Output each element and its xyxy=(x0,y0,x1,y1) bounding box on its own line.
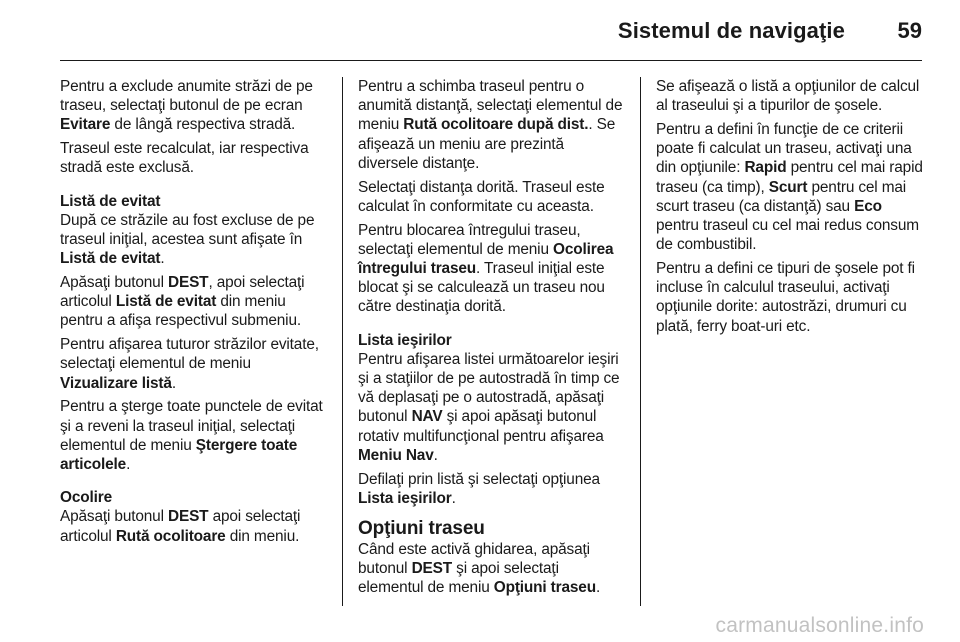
section-heading-lista-iesirilor: Lista ieşirilor xyxy=(358,331,452,349)
column-divider-1 xyxy=(342,77,343,606)
header-divider xyxy=(60,60,922,61)
paragraph: Se afişează o listă a opţiunilor de calcul al traseului şi a tipurilor de şosele. xyxy=(656,78,920,115)
paragraph: Traseul este recalculat, iar respectiva stradă este exclusă. xyxy=(60,140,309,177)
paragraph: Pentru afişarea tuturor străzilor evitate, selectaţi elementul de meniu Vizualizare listă. xyxy=(60,336,319,392)
section-heading-lista-de-evitat: Listă de evitat xyxy=(60,192,161,210)
paragraph: Pentru a exclude anumite străzi de pe traseu, selectaţi butonul de pe ecran Evitare de lângă respectiva stradă. xyxy=(60,78,313,134)
paragraph: Când este activă ghidarea, apăsaţi butonul DEST şi apoi selectaţi elementul de meniu Opţiuni traseu. xyxy=(358,541,601,597)
paragraph: Apăsaţi butonul DEST, apoi selectaţi articolul Listă de evitat din meniu pentru a afişa respectivul submeniu. xyxy=(60,274,305,330)
paragraph: După ce străzile au fost excluse de pe traseul iniţial, acestea sunt afişate în Listă de evitat. xyxy=(60,211,315,268)
paragraph: Pentru afişarea listei următoarelor ieşiri şi a staţiilor de pe autostradă în timp ce vă deplasaţi pe o autostradă, apăsaţi butonul NAV şi apoi apăsaţi butonul rotativ multifuncţional pentru afişarea Meniu Nav. xyxy=(358,350,620,464)
paragraph: Selectaţi distanţa dorită. Traseul este calculat în conformitate cu aceasta. xyxy=(358,178,605,215)
column-divider-2 xyxy=(640,77,641,606)
page-title: Sistemul de navigaţie xyxy=(617,18,845,43)
page-number: 59 xyxy=(897,18,922,43)
paragraph: Pentru a defini în funcţie de ce criterii poate fi calculat un traseu, activaţi una din opţiunile: Rapid pentru cel mai rapid traseu (ca timp), Scurt pentru cel mai scurt traseu (ca distanţă) sau Eco pentru traseul cu cel mai redus consum de combustibil. xyxy=(656,121,923,254)
section-heading-ocolire: Ocolire xyxy=(60,489,112,507)
section-heading-optiuni-traseu: Opţiuni traseu xyxy=(358,518,485,540)
paragraph: Pentru blocarea întregului traseu, selectaţi elementul de meniu Ocolirea întregului traseu. Traseul iniţial este blocat şi se calculează un traseu nou către destinaţia dorită. xyxy=(358,221,614,316)
paragraph: Pentru a schimba traseul pentru o anumită distanţă, selectaţi elementul de meniu Rută ocolitoare după dist.. Se afişează un meniu are prezintă diversele distanţe. xyxy=(358,78,623,172)
paragraph: Pentru a defini ce tipuri de şosele pot fi incluse în calculul traseului, activaţi opţiunile dorite: autostrăzi, drumuri cu plată, ferry boat-uri etc. xyxy=(656,260,915,335)
column-2 xyxy=(358,77,628,602)
column-1 xyxy=(60,77,332,550)
paragraph: Apăsaţi butonul DEST apoi selectaţi articolul Rută ocolitoare din meniu. xyxy=(60,508,301,545)
watermark: carmanualsonline.info xyxy=(715,614,924,637)
page-header xyxy=(0,0,960,62)
paragraph: Defilaţi prin listă şi selectaţi opţiunea Lista ieşirilor. xyxy=(358,470,600,507)
column-3 xyxy=(656,77,926,340)
paragraph: Pentru a şterge toate punctele de evitat şi a reveni la traseul iniţial, selectaţi elementul de meniu Ştergere toate articolele. xyxy=(60,398,323,474)
